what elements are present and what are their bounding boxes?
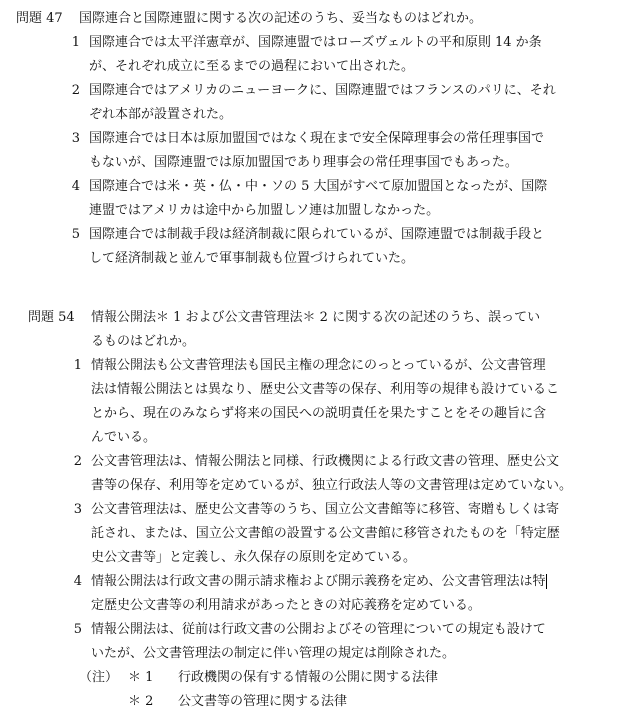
option-line: 国際連合では太平洋憲章が、国際連盟ではローズヴェルトの平和原則 14 か条 (89, 35, 542, 50)
option-number: 2 (73, 454, 82, 469)
option-number: 2 (71, 83, 80, 98)
option-number: 4 (73, 574, 82, 589)
option-line: 史公文書等」と定義し、永久保存の原則を定めている。 (91, 550, 417, 565)
q47-option-5 (0, 223, 622, 271)
q47-option-4 (0, 175, 622, 223)
option-number: 5 (71, 227, 80, 242)
note-mark-1: ＊ 1 (128, 670, 154, 685)
option-line: 国際連合ではアメリカのニューヨークに、国際連盟ではフランスのパリに、それ (89, 83, 556, 98)
question-54-number: 問題 54 (28, 310, 75, 325)
note-mark-2: ＊ 2 (128, 694, 154, 709)
option-line: とから、現在のみならず将来の国民への説明責任を果たすことをその趣旨に含 (91, 406, 547, 421)
text-cursor (546, 574, 547, 589)
option-line: んでいる。 (91, 430, 157, 445)
question-47-header (0, 7, 622, 31)
option-line: 連盟ではアメリカは途中から加盟しソ連は加盟しなかった。 (89, 203, 440, 218)
option-line: 法は情報公開法とは異なり、歴史公文書等の保存、利用等の規律も設けているこ (91, 382, 560, 397)
question-47-number: 問題 47 (16, 11, 63, 26)
note-text-1: 行政機関の保有する情報の公開に関する法律 (178, 670, 439, 685)
option-line: 定歴史公文書等の利用請求があったときの対応義務を定めている。 (91, 598, 481, 613)
option-line: 国際連合では米・英・仏・中・ソの 5 大国がすべて原加盟国となったが、国際 (89, 179, 548, 194)
question-54-stem-line-1: 情報公開法＊ 1 および公文書管理法＊ 2 に関する次の記述のうち、誤ってい (91, 310, 541, 325)
option-line: が、それぞれ成立に至るまでの過程において出された。 (89, 59, 415, 74)
q54-option-4 (0, 570, 622, 618)
q47-option-2 (0, 79, 622, 127)
q47-option-3 (0, 127, 622, 175)
option-number: 3 (73, 502, 82, 517)
option-number: 4 (71, 179, 80, 194)
option-line: 書等の保存、利用等を定めているが、独立行政法人等の文書管理は定めていない。 (91, 478, 573, 493)
option-number: 5 (73, 622, 82, 637)
q54-option-3 (0, 498, 622, 570)
q54-option-1 (0, 354, 622, 450)
option-line: 公文書管理法は、歴史公文書等のうち、国立公文書館等に移管、寄贈もしくは寄 (91, 502, 560, 517)
note-row-2 (0, 690, 622, 714)
option-line: して経済制裁と並んで軍事制裁も位置づけられていた。 (89, 251, 415, 266)
option-number: 1 (73, 358, 82, 373)
option-line: 公文書管理法は、情報公開法と同様、行政機関による行政文書の管理、歴史公文 (91, 454, 560, 469)
q54-option-2 (0, 450, 622, 498)
option-line: 情報公開法も公文書管理法も国民主権の理念にのっとっているが、公文書管理 (91, 358, 546, 373)
option-line: ぞれ本部が設置された。 (89, 107, 233, 122)
question-54 (0, 306, 622, 714)
option-number: 1 (71, 35, 80, 50)
note-label: （注） (79, 670, 119, 685)
option-line-with-caret[interactable] (91, 570, 622, 594)
option-line: 情報公開法は、従前は行政文書の公開およびその管理についての規定も設けて (91, 622, 546, 637)
question-47-stem: 国際連合と国際連盟に関する次の記述のうち、妥当なものはどれか。 (79, 11, 483, 26)
option-line: いたが、公文書管理法の制定に伴い管理の規定は削除された。 (91, 646, 456, 661)
question-47 (0, 7, 622, 271)
option-number: 3 (71, 131, 80, 146)
question-54-stem-line-2: るものはどれか。 (91, 334, 196, 349)
note-row-1 (0, 666, 622, 690)
q47-option-1 (0, 31, 622, 79)
question-54-header (0, 306, 622, 330)
option-line: もないが、国際連盟では原加盟国であり理事会の常任理事国でもあった。 (89, 155, 518, 170)
q54-option-5 (0, 618, 622, 666)
option-line: 託され、または、国立公文書館の設置する公文書館に移管されたものを「特定歴 (91, 526, 560, 541)
option-line: 国際連合では日本は原加盟国ではなく現在まで安全保障理事会の常任理事国で (89, 131, 545, 146)
note-text-2: 公文書等の管理に関する法律 (178, 694, 348, 709)
option-line-text: 情報公開法は行政文書の開示請求権および開示義務を定め、公文書管理法は特 (91, 574, 546, 589)
option-line: 国際連合では制裁手段は経済制裁に限られているが、国際連盟では制裁手段と (89, 227, 545, 242)
